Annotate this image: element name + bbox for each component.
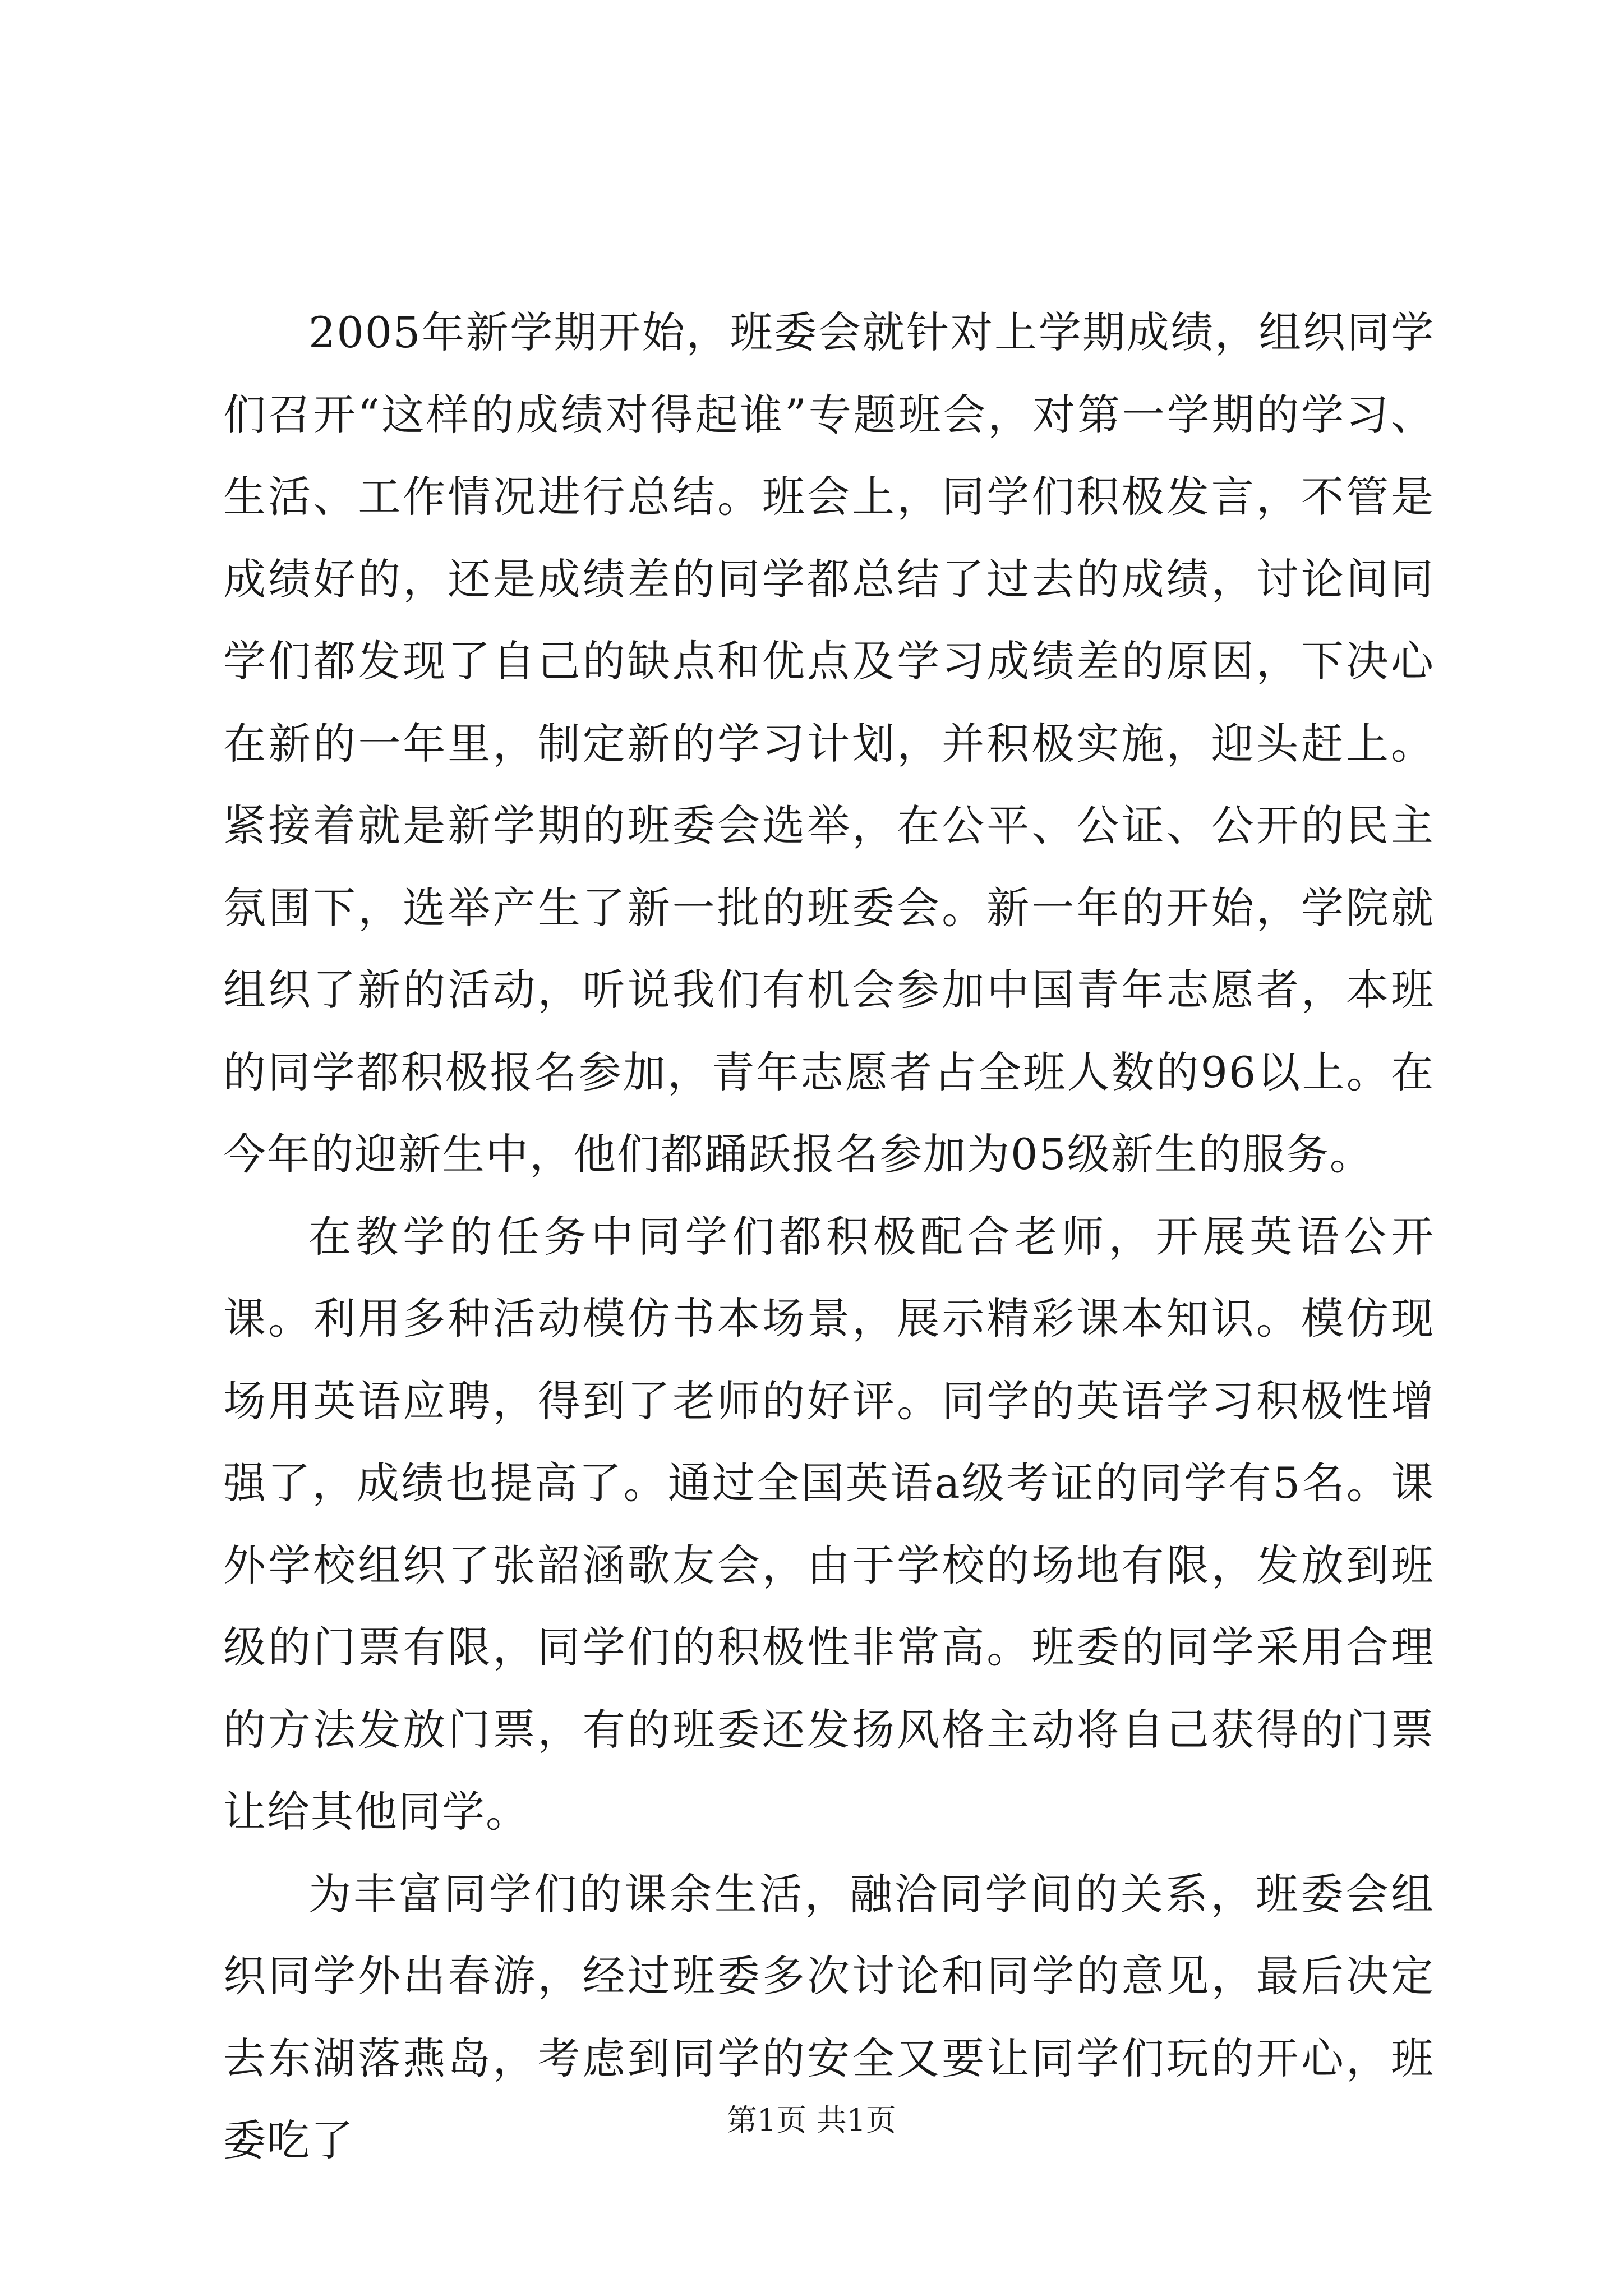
paragraph-3: 为丰富同学们的课余生活，融洽同学间的关系，班委会组织同学外出春游，经过班委多次讨论和同学的意见，最后决定去东湖落燕岛，考虑到同学的安全又要让同学们玩的开心，班委吃了 xyxy=(223,1869,1435,2165)
document-body xyxy=(223,292,1435,2182)
paragraph-1: 2005年新学期开始，班委会就针对上学期成绩，组织同学们召开“这样的成绩对得起谁”专题班会，对第一学期的学习、生活、工作情况进行总结。班会上，同学们积极发言，不管是成绩好的，还是成绩差的同学都总结了过去的成绩，讨论间同学们都发现了自己的缺点和优点及学习成绩差的原因，下决心在新的一年里，制定新的学习计划，并积极实施，迎头赶上。紧接着就是新学期的班委会选举，在公平、公证、公开的民主氛围下，选举产生了新一批的班委会。新一年的开始，学院就组织了新的活动，听说我们有机会参加中国青年志愿者，本班的同学都积极报名参加，青年志愿者占全班人数的96以上。在今年的迎新生中，他们都踊跃报名参加为05级新生的服务。 xyxy=(223,307,1435,1179)
paragraph-2: 在教学的任务中同学们都积极配合老师，开展英语公开课。利用多种活动模仿书本场景，展示精彩课本知识。模仿现场用英语应聘，得到了老师的好评。同学的英语学习积极性增强了，成绩也提高了。通过全国英语a级考证的同学有5名。课外学校组织了张韶涵歌友会，由于学校的场地有限，发放到班级的门票有限，同学们的积极性非常高。班委的同学采用合理的方法发放门票，有的班委还发扬风格主动将自己获得的门票让给其他同学。 xyxy=(223,1211,1435,1837)
page-footer: 第1页 共1页 xyxy=(727,2102,896,2138)
